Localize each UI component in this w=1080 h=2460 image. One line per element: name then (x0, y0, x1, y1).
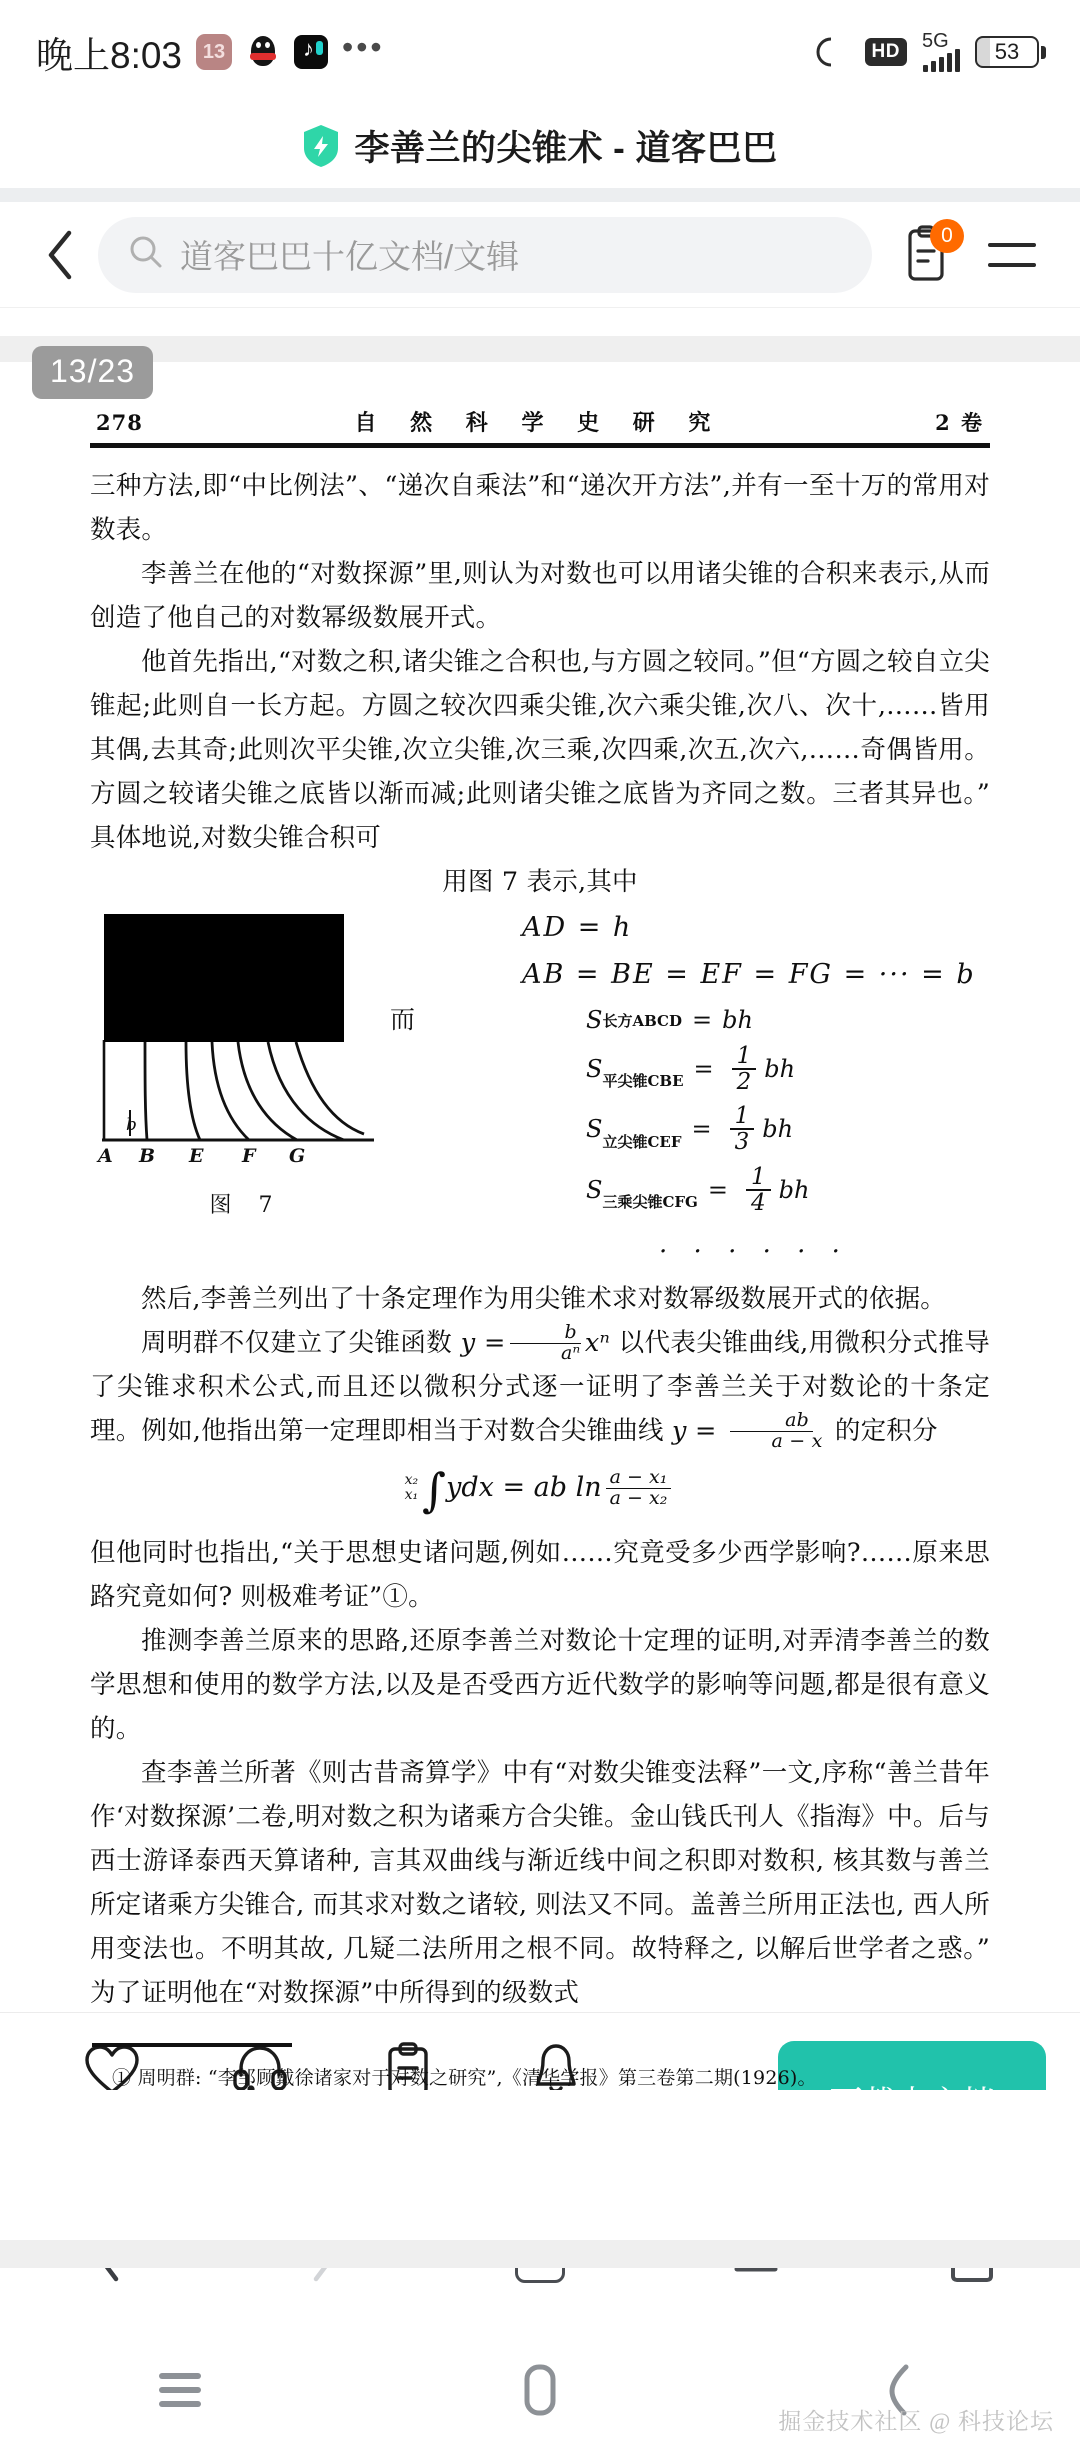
calendar-icon: 13 (196, 34, 232, 70)
hamburger-icon (986, 235, 1038, 275)
figure-7 (96, 912, 396, 1182)
status-bar (0, 0, 1080, 104)
svg-text:F: F (242, 1145, 256, 1167)
hd-icon: HD (865, 38, 907, 66)
sync-loop-icon (812, 33, 850, 71)
body-text-2 (90, 1277, 990, 1453)
inline-formula-1: y = $\frac{b}{\text{aⁿ}}$ xⁿ (460, 1321, 611, 1365)
top-seam (0, 188, 1080, 202)
page-separator-top (0, 336, 1080, 362)
tiktok-icon (294, 35, 328, 69)
battery-icon: 53 (975, 36, 1046, 68)
page-separator-bottom (0, 2240, 1080, 2268)
document-count-badge: 0 (930, 219, 964, 253)
menu-button[interactable] (972, 235, 1052, 275)
equation-ab: AB = BE = EF = FG = ··· = b (522, 959, 976, 990)
page-indicator: 13/23 (32, 346, 153, 399)
svg-text:E: E (189, 1145, 204, 1167)
running-head-volume: 2 卷 (935, 410, 984, 435)
status-bar-left (36, 25, 385, 79)
document-list-button[interactable] (880, 225, 972, 285)
paragraph: 推测李善兰原来的思路,还原李善兰对数论十定理的证明,对弄清李善兰的数学思想和使用的数学方法,以及是否受西方近代数学的影响等问题,都是很有意义的。 (90, 1625, 990, 1744)
head-rule (90, 443, 990, 448)
watermark: 掘金技术社区 @ 科技论坛 (778, 2409, 1054, 2434)
inline-formula-2: y = $\frac{ab}{a - x}$ (672, 1409, 823, 1453)
shield-icon (302, 124, 340, 168)
equation-area-3: S 三乘尖锥CFG = $\frac{1}{4}$ bh (586, 1163, 810, 1216)
body-text (90, 464, 990, 904)
equation-area-0: S 长方ABCD = bh (586, 1006, 753, 1034)
page-title: 李善兰的尖锥术 - 道客巴巴 (354, 129, 778, 168)
svg-text:A: A (98, 1145, 113, 1167)
figure-black-rect (104, 914, 344, 1042)
running-head (90, 406, 990, 443)
system-nav-bar (0, 2320, 1080, 2460)
equation-ad: AD = h (522, 912, 633, 943)
app-toolbar (0, 202, 1080, 308)
figure-equation-row (90, 912, 990, 1277)
document-viewer[interactable] (0, 308, 1080, 2089)
status-bar-right (812, 32, 1046, 72)
paragraph: 然后,李善兰列出了十条定理作为用尖锥术求对数幂级数展开式的依据。 (141, 1283, 947, 1314)
running-head-journal: 自 然 科 学 史 研 究 (354, 410, 724, 436)
equation-ellipsis: · · · · · · (659, 1236, 849, 1267)
footnote: ① 周明群: “李邹顾戴徐诸家对于对数之研究”,《清华学报》第三卷第二期(1926)。 (112, 2066, 817, 2089)
footnote-rule (92, 2043, 292, 2047)
svg-text:G: G (289, 1145, 306, 1167)
qq-icon (246, 34, 280, 70)
body-text-3 (90, 1531, 990, 2015)
figure-column (90, 912, 450, 1219)
figure-intro: 用图 7 表示,其中 (442, 867, 638, 897)
paragraph-zhou: 周明群不仅建立了尖锥函数 y = $\frac{b}{\text{aⁿ}}$ xⁿ 以代表尖锥曲线,用微积分式推导了尖锥求积术公式,而且还以微积分式逐一证明了李善兰关于对数论的十条定理。例如,他指出第一定理即相当于对数合尖锥曲线 y = $\frac{ab}{a - x}$ 的定积分 (90, 1321, 990, 1453)
home-button[interactable] (440, 2361, 640, 2419)
scanned-page (0, 362, 1080, 2089)
paragraph: 李善兰在他的“对数探源”里,则认为对数也可以用诸尖锥的合积来表示,从而创造了他自己的对数幂级数展开式。 (90, 559, 990, 633)
recents-button[interactable] (80, 2369, 280, 2411)
home-square-icon (518, 2361, 562, 2419)
back-button[interactable] (28, 229, 94, 281)
paragraph: 三种方法,即“中比例法”、“递次自乘法”和“递次开方法”,并有一至十万的常用对数表。 (90, 471, 990, 545)
svg-text:B: B (139, 1145, 156, 1167)
equation-area-2: S 立尖锥CEF = $\frac{1}{3}$ bh (586, 1103, 794, 1156)
paragraph: 但他同时也指出,“关于思想史诸问题,例如……究竟受多少西学影响?……原来思路究竟如何? 则极难考证”①。 (90, 1537, 990, 1612)
status-time: 晚上8:03 (36, 35, 183, 76)
integral-equation: x₂ x₁ ∫ydx = ab ln $\frac{\text{a − x₁}}{\text{a − x₂}}$ (90, 1463, 990, 1517)
running-head-page: 278 (96, 410, 143, 435)
equation-area-1: S 平尖锥CBE = $\frac{1}{2}$ bh (586, 1043, 796, 1096)
figure-er-char: 而 (390, 1005, 416, 1034)
page-gap (0, 2090, 1080, 2240)
signal-icon: 5G (922, 32, 960, 72)
paragraph: 他首先指出,“对数之积,诸尖锥之合积也,与方圆之较同。”但“方圆之较自立尖锥起;此则自一长方起。方圆之较次四乘尖锥,次六乘尖锥,次八、次十,……皆用其偶,去其奇;此则次平尖锥,次立尖锥,次三乘,次四乘,次五,次六,……奇偶皆用。方圆之较诸尖锥之底皆以渐而减;此则诸尖锥之底皆为齐同之数。三者其异也。”具体地说,对数尖锥合积可 (90, 647, 990, 853)
svg-text:b: b (126, 1115, 137, 1135)
paragraph: 查李善兰所著《则古昔斋算学》中有“对数尖锥变法释”一文,序称“善兰昔年作‘对数探源’二卷,明对数之积为诸乘方合尖锥。金山钱氏刊人《指海》中。后与西士游译泰西天算诸种, 言其双曲线与渐近线中间之积即对数积, 核其数与善兰所定诸乘方尖锥合, 而其求对数之诸较, 则法又不同。盖善兰所用正法也, 西人所用变法也。不明其故, 几疑二法所用之根不同。故特释之, 以解后世学者之惑。”为了证明他在“对数探源”中所得到的级数式 (90, 1757, 990, 2008)
page-title-bar (0, 104, 1080, 188)
menu-icon (156, 2369, 204, 2411)
status-overflow-icon: ••• (342, 29, 385, 65)
figure-caption: 图 7 (209, 1193, 283, 1218)
search-icon (128, 234, 164, 275)
search-placeholder: 道客巴巴十亿文档/文辑 (180, 238, 520, 275)
equation-column (450, 912, 990, 1277)
search-input[interactable] (98, 217, 872, 293)
